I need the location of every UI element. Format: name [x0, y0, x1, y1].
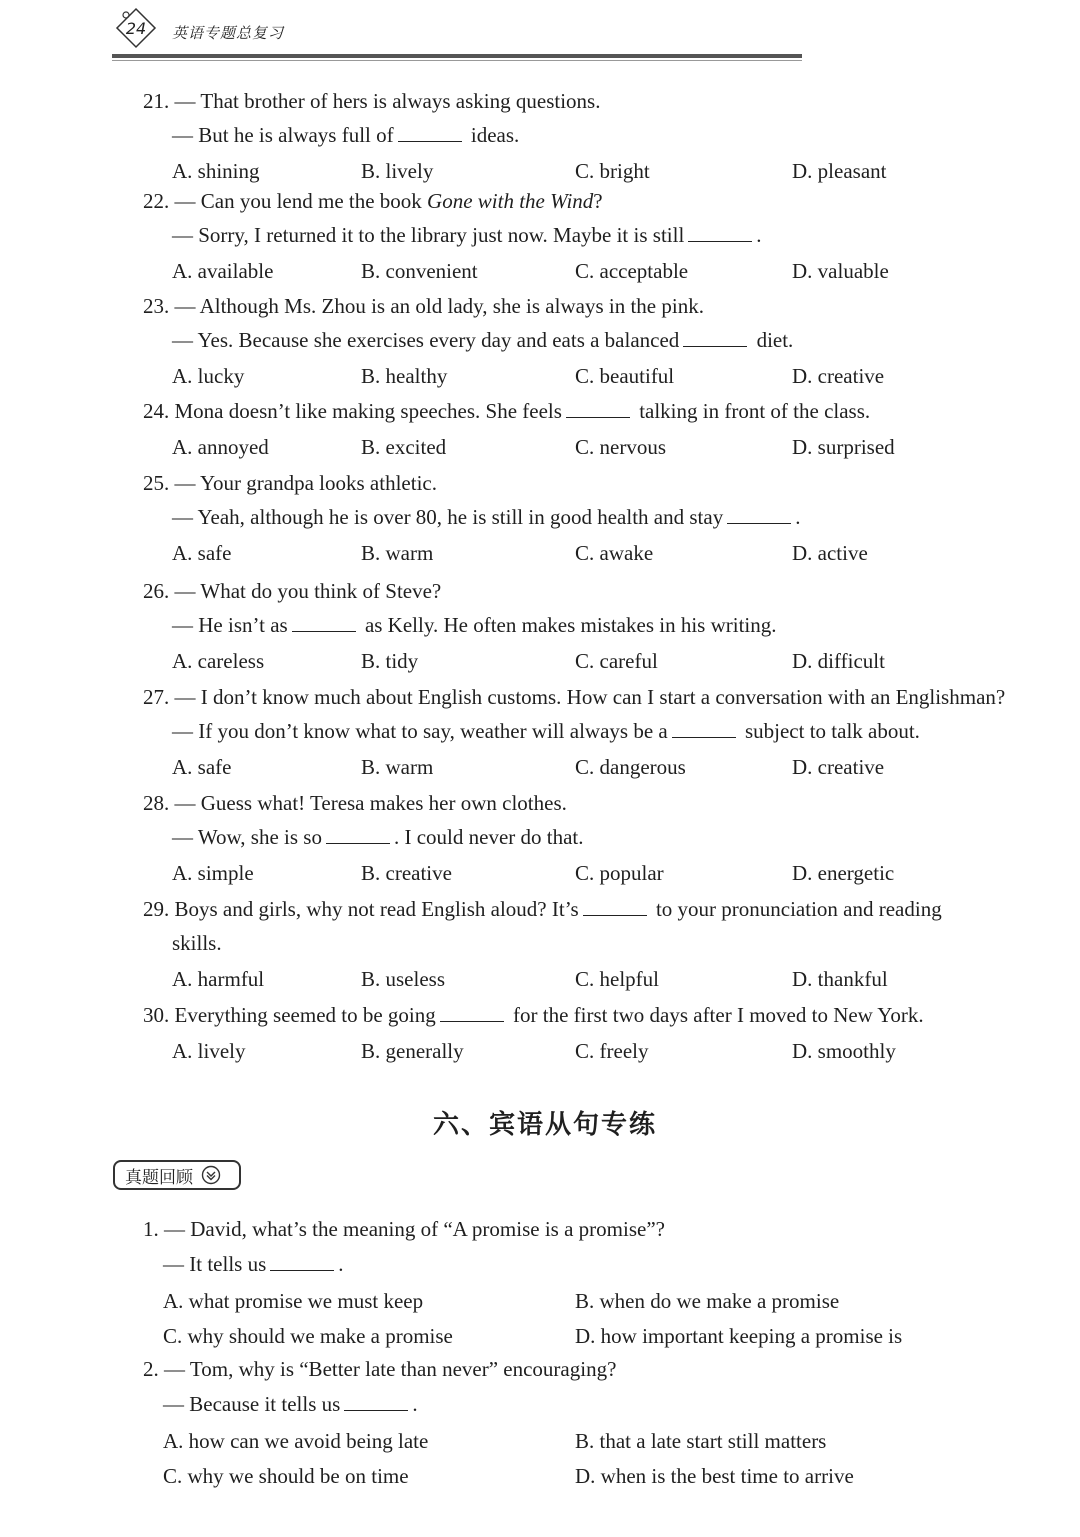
answer-option[interactable]: A. shining [172, 159, 260, 183]
section-title: 六、宾语从句专练 [432, 1110, 657, 1140]
answer-option[interactable]: C. acceptable [575, 259, 689, 283]
answer-blank[interactable] [440, 1003, 504, 1022]
question-number: 29. [143, 897, 175, 921]
answer-option[interactable]: B. tidy [361, 649, 419, 673]
answer-option[interactable]: D. pleasant [792, 159, 887, 183]
question-stem: 30. Everything seemed to be going for the first two days after I moved to New York. [143, 1003, 924, 1027]
review-answer-option[interactable]: B. when do we make a promise [575, 1289, 840, 1313]
review-answer-option[interactable]: C. why should we make a promise [163, 1324, 453, 1348]
page-number: 24 [125, 18, 147, 38]
question-number: 28. [143, 791, 175, 815]
question-stem: 26. — What do you think of Steve? [143, 579, 442, 603]
question-stem: 27. — I don’t know much about English customs. How can I start a conversation with an Englishman? [143, 685, 1006, 709]
question-number: 22. [143, 189, 175, 213]
answer-option[interactable]: A. safe [172, 541, 232, 565]
question-line: — If you don’t know what to say, weather will always be a subject to talk about. [172, 719, 920, 743]
answer-option[interactable]: A. careless [172, 649, 265, 673]
answer-option[interactable]: A. lucky [172, 364, 245, 388]
header-rule [112, 54, 802, 62]
question-number: 26. [143, 579, 175, 603]
book-title-italic: Gone with the Wind [427, 189, 594, 213]
question-number: 25. [143, 471, 175, 495]
question-stem: 23. — Although Ms. Zhou is an old lady, she is always in the pink. [143, 294, 704, 318]
question-line: skills. [172, 931, 222, 955]
answer-option[interactable]: C. awake [575, 541, 654, 565]
review-answer-option[interactable]: A. how can we avoid being late [163, 1429, 429, 1453]
answer-option[interactable]: B. lively [361, 159, 434, 183]
review-tag-label: 真题回顾 [125, 1167, 193, 1188]
question-number: 21. [143, 89, 175, 113]
answer-option[interactable]: D. creative [792, 755, 885, 779]
book-title: 英语专题总复习 [172, 24, 285, 42]
answer-option[interactable]: C. careful [575, 649, 658, 673]
answer-blank[interactable] [292, 613, 356, 632]
answer-option[interactable]: B. warm [361, 541, 434, 565]
review-question-line: — It tells us . [163, 1252, 344, 1276]
review-answer-option[interactable]: B. that a late start still matters [575, 1429, 827, 1453]
answer-option[interactable]: C. freely [575, 1039, 649, 1063]
answer-option[interactable]: D. active [792, 541, 868, 565]
answer-blank[interactable] [344, 1392, 408, 1411]
question-line: — Yes. Because she exercises every day and eats a balanced diet. [172, 328, 794, 352]
question-line: — But he is always full of ideas. [172, 123, 520, 147]
answer-blank[interactable] [583, 897, 647, 916]
answer-blank[interactable] [566, 399, 630, 418]
answer-option[interactable]: D. creative [792, 364, 885, 388]
review-answer-option[interactable]: D. how important keeping a promise is [575, 1324, 903, 1348]
answer-option[interactable]: C. bright [575, 159, 650, 183]
answer-option[interactable]: C. dangerous [575, 755, 686, 779]
question-stem: 21. — That brother of hers is always asking questions. [143, 89, 601, 113]
review-question-line: — Because it tells us . [163, 1392, 418, 1416]
page-header [112, 6, 812, 64]
answer-option[interactable]: A. annoyed [172, 435, 269, 459]
answer-blank[interactable] [270, 1252, 334, 1271]
answer-option[interactable]: D. smoothly [792, 1039, 896, 1063]
answer-blank[interactable] [683, 328, 747, 347]
question-stem: 28. — Guess what! Teresa makes her own clothes. [143, 791, 567, 815]
question-line: — Yeah, although he is over 80, he is still in good health and stay . [172, 505, 801, 529]
answer-option[interactable]: A. simple [172, 861, 254, 885]
answer-option[interactable]: B. creative [361, 861, 452, 885]
review-answer-option[interactable]: D. when is the best time to arrive [575, 1464, 854, 1488]
question-number: 2. [143, 1357, 164, 1381]
question-number: 24. [143, 399, 175, 423]
answer-blank[interactable] [398, 123, 462, 142]
answer-option[interactable]: A. available [172, 259, 274, 283]
question-line: — Wow, she is so . I could never do that. [172, 825, 584, 849]
answer-option[interactable]: D. energetic [792, 861, 895, 885]
answer-option[interactable]: C. nervous [575, 435, 666, 459]
answer-option[interactable]: D. surprised [792, 435, 895, 459]
question-number: 30. [143, 1003, 175, 1027]
answer-blank[interactable] [727, 505, 791, 524]
answer-option[interactable]: B. convenient [361, 259, 478, 283]
answer-option[interactable]: B. generally [361, 1039, 464, 1063]
answer-option[interactable]: B. warm [361, 755, 434, 779]
answer-option[interactable]: C. helpful [575, 967, 659, 991]
review-answer-option[interactable]: C. why we should be on time [163, 1464, 409, 1488]
answer-option[interactable]: B. useless [361, 967, 445, 991]
question-number: 1. [143, 1217, 164, 1241]
question-stem: 24. Mona doesn’t like making speeches. She feels talking in front of the class. [143, 399, 871, 423]
answer-option[interactable]: A. safe [172, 755, 232, 779]
question-number: 23. [143, 294, 175, 318]
answer-option[interactable]: A. harmful [172, 967, 265, 991]
answer-option[interactable]: B. excited [361, 435, 447, 459]
answer-option[interactable]: D. difficult [792, 649, 885, 673]
chevron-down-circle-icon [201, 1165, 221, 1185]
answer-option[interactable]: D. valuable [792, 259, 889, 283]
answer-blank[interactable] [326, 825, 390, 844]
question-stem: 29. Boys and girls, why not read English aloud? It’s to your pronunciation and reading [143, 897, 942, 921]
question-number: 27. [143, 685, 175, 709]
answer-option[interactable]: A. lively [172, 1039, 246, 1063]
answer-option[interactable]: C. popular [575, 861, 664, 885]
question-line: — He isn’t as as Kelly. He often makes mistakes in his writing. [172, 613, 777, 637]
answer-option[interactable]: D. thankful [792, 967, 888, 991]
page-number-badge [114, 6, 158, 50]
question-stem: 25. — Your grandpa looks athletic. [143, 471, 437, 495]
review-answer-option[interactable]: A. what promise we must keep [163, 1289, 424, 1313]
answer-option[interactable]: B. healthy [361, 364, 448, 388]
answer-blank[interactable] [672, 719, 736, 738]
question-stem: 22. — Can you lend me the book Gone with the Wind? [143, 189, 603, 213]
answer-option[interactable]: C. beautiful [575, 364, 675, 388]
question-line: — Sorry, I returned it to the library just now. Maybe it is still . [172, 223, 762, 247]
review-question-stem: 1. — David, what’s the meaning of “A promise is a promise”? [143, 1217, 665, 1241]
answer-blank[interactable] [688, 223, 752, 242]
review-question-stem: 2. — Tom, why is “Better late than never” encouraging? [143, 1357, 617, 1381]
review-tag [113, 1160, 241, 1190]
